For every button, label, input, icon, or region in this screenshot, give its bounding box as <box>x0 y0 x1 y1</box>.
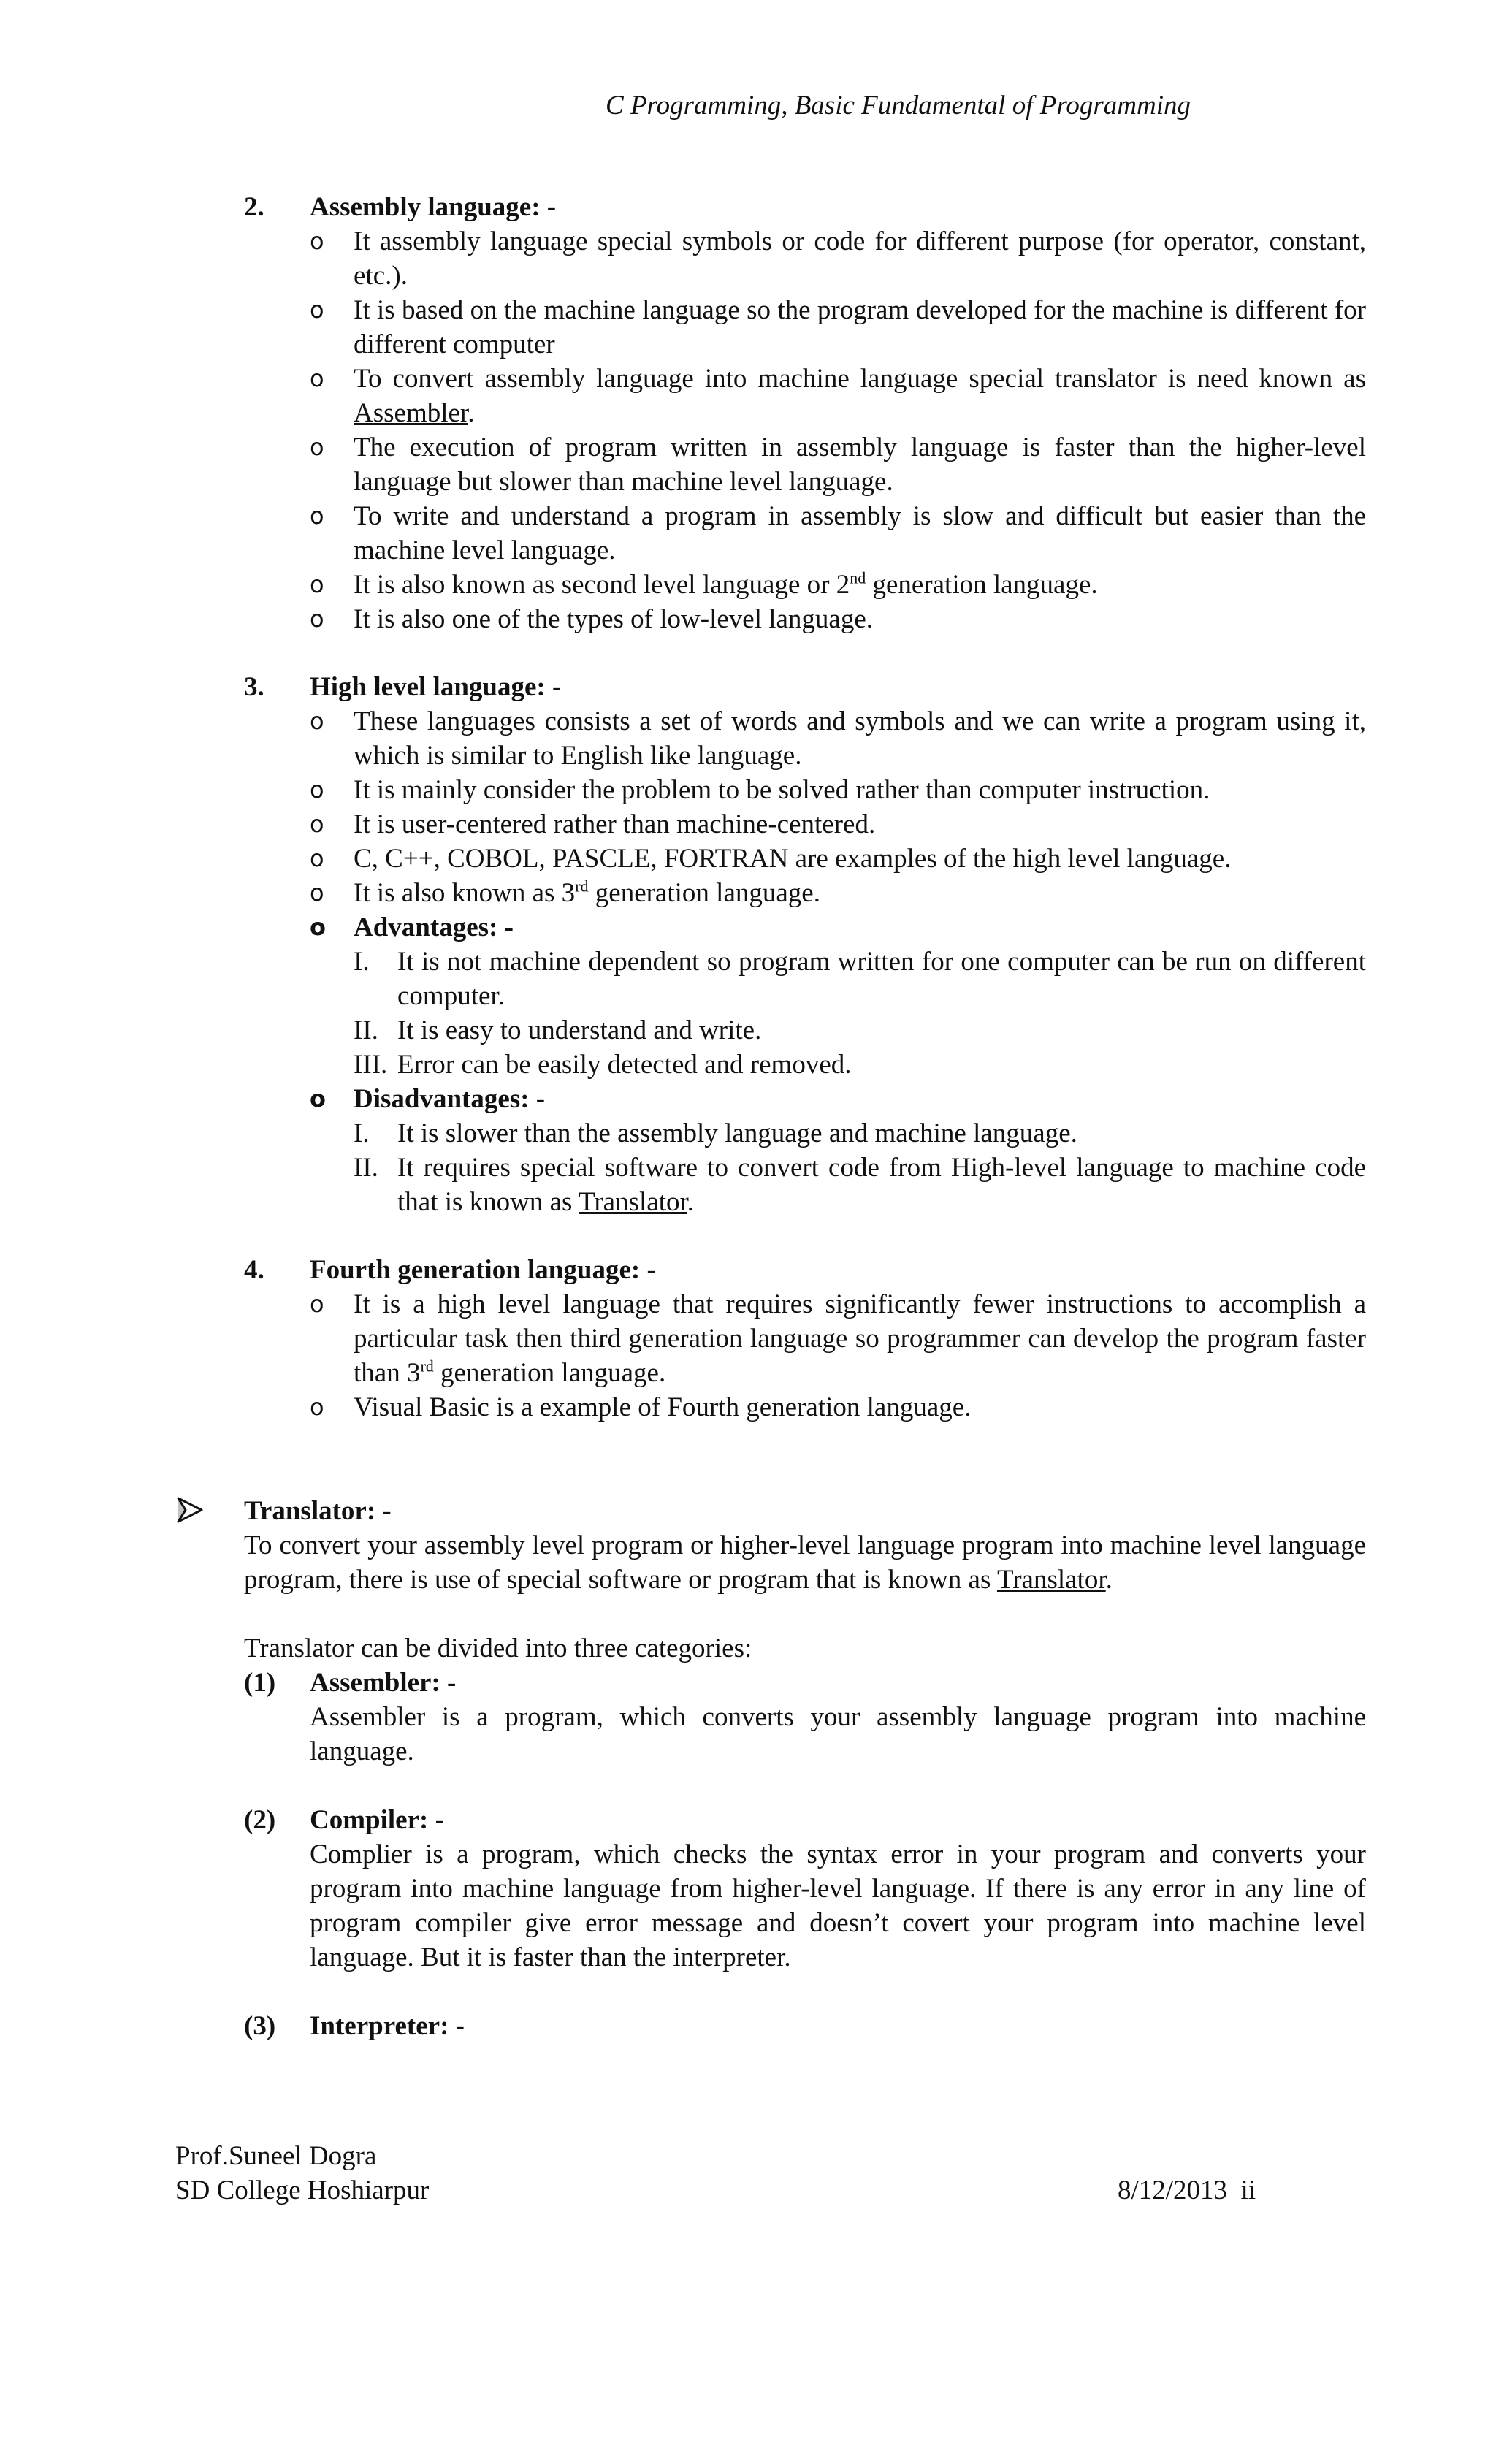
disadvantages-heading: o Disadvantages: - <box>244 1082 1366 1116</box>
category-number: (3) <box>244 2011 276 2041</box>
translator-heading <box>175 1494 1366 1528</box>
section-title: Fourth generation language: - <box>310 1255 656 1285</box>
bullet-text-end: generation language. <box>433 1358 666 1388</box>
advantage-text: It is not machine dependent so program written for one computer can be run on different computer. <box>397 947 1366 1011</box>
bullet-list <box>244 704 1366 945</box>
section-fourth-generation-language <box>244 1253 1366 1424</box>
translator-section <box>175 1494 1366 2043</box>
disadvantage-text: It requires special software to convert code from High-level language to machine code that is known as <box>397 1153 1366 1217</box>
category-compiler <box>175 1803 1366 1975</box>
section-number: 4. <box>244 1255 264 1285</box>
section-high-level-language <box>244 670 1366 1219</box>
category-text: Assembler is a program, which converts your assembly language program into machine language. <box>310 1702 1366 1766</box>
roman-numeral: III. <box>354 1050 388 1080</box>
footer-author: Prof.Suneel Dogra <box>175 2141 377 2171</box>
intro-text: To convert your assembly level program or higher-level language program into machine level language program, there is use of special software or program that is known as <box>244 1530 1366 1595</box>
bullet-item <box>244 1287 1366 1390</box>
bullet-item: o It is user-centered rather than machine-centered. <box>244 807 1366 842</box>
bullet-item: o It assembly language special symbols or code for different purpose (for operator, constant, etc.). <box>244 224 1366 293</box>
advantages-list <box>244 945 1366 1082</box>
category-title: Assembler: - <box>310 1668 457 1698</box>
advantage-text: It is easy to understand and write. <box>397 1015 762 1045</box>
bullet-text-end: . <box>468 398 475 428</box>
bullet-item <box>244 362 1366 430</box>
bullet-text: It is also known as 3 <box>354 878 576 908</box>
bullet-text-end: generation language. <box>588 878 820 908</box>
main-content <box>244 190 1366 1458</box>
bullet-item: o C, C++, COBOL, PASCLE, FORTRAN are examples of the high level language. <box>244 842 1366 876</box>
disadvantage-item <box>244 1116 1366 1151</box>
roman-numeral: II. <box>354 1153 378 1183</box>
bullet-item: o It is based on the machine language so the program developed for the machine is different for different computer <box>244 293 1366 362</box>
bullet-text: It is also known as second level language or 2 <box>354 570 850 600</box>
page-header-title: C Programming, Basic Fundamental of Programming <box>606 91 1191 121</box>
disadvantage-text-end: . <box>687 1187 695 1217</box>
superscript: rd <box>420 1357 434 1376</box>
category-number: (1) <box>244 1668 276 1698</box>
bullet-item <box>244 568 1366 602</box>
bullet-item: o It is mainly consider the problem to be solved rather than computer instruction. <box>244 773 1366 807</box>
section-heading <box>244 1253 1366 1287</box>
bullet-text: To convert assembly language into machine language special translator is need known as <box>354 364 1366 394</box>
disadvantage-text: It is slower than the assembly language and machine language. <box>397 1118 1077 1148</box>
bullet-item: o It is also one of the types of low-level language. <box>244 602 1366 636</box>
arrow-bullet-icon <box>175 1495 205 1525</box>
bullet-item: o To write and understand a program in assembly is slow and difficult but easier than the machine level language. <box>244 499 1366 568</box>
advantages-heading: o Advantages: - <box>244 910 1366 945</box>
section-assembly-language <box>244 190 1366 636</box>
footer-left <box>175 2139 429 2208</box>
section-heading <box>244 190 1366 224</box>
advantage-item <box>244 945 1366 1013</box>
roman-numeral: I. <box>354 1118 370 1148</box>
translator-underlined-term: Translator <box>996 1565 1106 1595</box>
disadvantages-list <box>244 1116 1366 1219</box>
bullet-list <box>244 1287 1366 1424</box>
superscript: rd <box>575 877 589 896</box>
translator-underlined-term: Translator <box>579 1187 687 1217</box>
bullet-item <box>244 876 1366 910</box>
category-text: Complier is a program, which checks the syntax error in your program and converts your program into machine language from higher-level language. If there is any error in any line of program compiler give error message and doesn’t covert your program into machine level language. But it is faster than the interpreter. <box>310 1839 1366 1972</box>
intro-text-end: . <box>1105 1565 1113 1595</box>
bullet-text: It is a high level language that requires significantly fewer instructions to accomplish a particular task then third generation language so programmer can develop the program faster than 3 <box>354 1289 1366 1388</box>
section-title: Assembly language: - <box>310 192 557 222</box>
roman-numeral: II. <box>354 1015 378 1045</box>
advantage-item <box>244 1048 1366 1082</box>
bullet-item: o Visual Basic is a example of Fourth generation language. <box>244 1390 1366 1424</box>
assembler-underlined-term: Assembler <box>354 398 468 428</box>
category-number: (2) <box>244 1805 276 1835</box>
bullet-item: o These languages consists a set of words and symbols and we can write a program using it, which is similar to English like language. <box>244 704 1366 773</box>
category-title: Compiler: - <box>310 1805 444 1835</box>
bullet-list <box>244 1082 1366 1116</box>
translator-intro <box>175 1528 1366 1597</box>
superscript: nd <box>850 568 866 587</box>
categories-intro: Translator can be divided into three categories: <box>244 1633 752 1663</box>
roman-numeral: I. <box>354 947 370 977</box>
bullet-list <box>244 224 1366 636</box>
section-number: 2. <box>244 192 264 222</box>
disadvantage-item <box>244 1151 1366 1219</box>
footer-date-page: 8/12/2013 ii <box>1118 2175 1256 2205</box>
translator-title: Translator: - <box>244 1496 392 1526</box>
category-assembler <box>175 1666 1366 1769</box>
bullet-item: o The execution of program written in assembly language is faster than the higher-level language but slower than machine level language. <box>244 430 1366 499</box>
category-title: Interpreter: - <box>310 2011 465 2041</box>
advantage-item <box>244 1013 1366 1048</box>
section-title: High level language: - <box>310 672 562 702</box>
footer-college: SD College Hoshiarpur <box>175 2175 430 2205</box>
section-heading <box>244 670 1366 704</box>
bullet-text-end: generation language. <box>866 570 1098 600</box>
category-interpreter <box>175 2009 1366 2043</box>
advantage-text: Error can be easily detected and removed. <box>397 1050 852 1080</box>
section-number: 3. <box>244 672 264 702</box>
